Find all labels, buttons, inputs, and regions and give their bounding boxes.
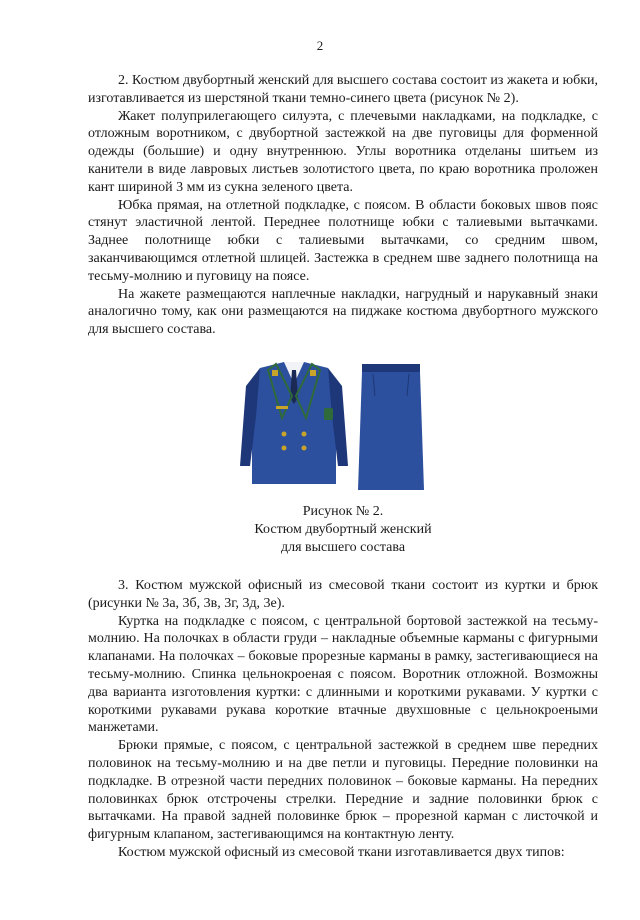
section-2-paragraph: Юбка прямая, на отлетной подкладке, с поясом. В области боковых швов пояс стянут эластичной лентой. Переднее полотнище юбки с талиевыми вытачками. Заднее полотнище юбки с талиевыми вытачками, со средним швом, заканчивающимся отлетной шлицей. Застежка в среднем шве заднего полотнища на тесьму-молнию и пуговицу на поясе. [88, 197, 598, 284]
figure-caption [88, 503, 598, 556]
section-3 [88, 577, 598, 862]
section-2 [88, 72, 598, 339]
section-2-paragraph: 2. Костюм двубортный женский для высшего состава состоит из жакета и юбки, изготавливается из шерстяной ткани темно-синего цвета (рисунок № 2). [88, 73, 598, 106]
caption-line: Рисунок № 2. [302, 504, 384, 519]
caption-line: Костюм двубортный женский [254, 521, 432, 537]
section-3-paragraph: Куртка на подкладке с поясом, с центральной бортовой застежкой на тесьму-молнию. На полочках в области груди – накладные объемные карманы с фигурными клапанами. На полочках – боковые прорезные карманы в рамку, застегивающиеся на тесьму-молнию. Спинка цельнокроеная с поясом. Воротник отложной. Возможны два варианта изготовления куртки: с длинными и короткими рукавами. У куртки с короткими рукавами рукава короткие втачные двухшовные с цельнокроеными манжетами. [88, 613, 598, 736]
page-number: 2 [316, 38, 324, 53]
skirt-image [358, 364, 424, 490]
uniform-illustration [232, 356, 432, 496]
section-2-paragraph: На жакете размещаются наплечные накладки, нагрудный и нарукавный знаки аналогично тому, как они размещаются на пиджаке костюма двубортного мужского для высшего состава. [88, 286, 598, 338]
caption-line: для высшего состава [280, 539, 406, 555]
section-3-paragraph: 3. Костюм мужской офисный из смесовой ткани состоит из куртки и брюк (рисунки № 3а, 3б, 3в, 3г, 3д, 3е). [88, 578, 598, 611]
section-3-paragraph: Брюки прямые, с поясом, с центральной застежкой в среднем шве передних половинок на тесьму-молнию и на две петли и пуговицы. Передние половинки на подкладке. В отрезной части передних половинок – боковые карманы. На передних половинках брюк отстрочены стрелки. Передние и задние половинки брюк с вытачками. На правой задней половинке брюк – прорезной карман с листочкой и фигурным клапаном, застегивающимся на контактную ленту. [88, 738, 598, 843]
section-3-paragraph: Костюм мужской офисный из смесовой ткани изготавливается двух типов: [118, 844, 565, 860]
section-2-paragraph: Жакет полуприлегающего силуэта, с плечевыми накладками, на подкладке, с отложным воротником, с двубортной застежкой на две пуговицы для форменной одежды (большие) и одну внутреннюю. Углы воротника отделаны шитьем из канители в виде лавровых листьев золотистого цвета, по краю воротника проложен кант шириной 3 мм из сукна зеленого цвета. [88, 108, 598, 195]
jacket-image [240, 362, 348, 484]
